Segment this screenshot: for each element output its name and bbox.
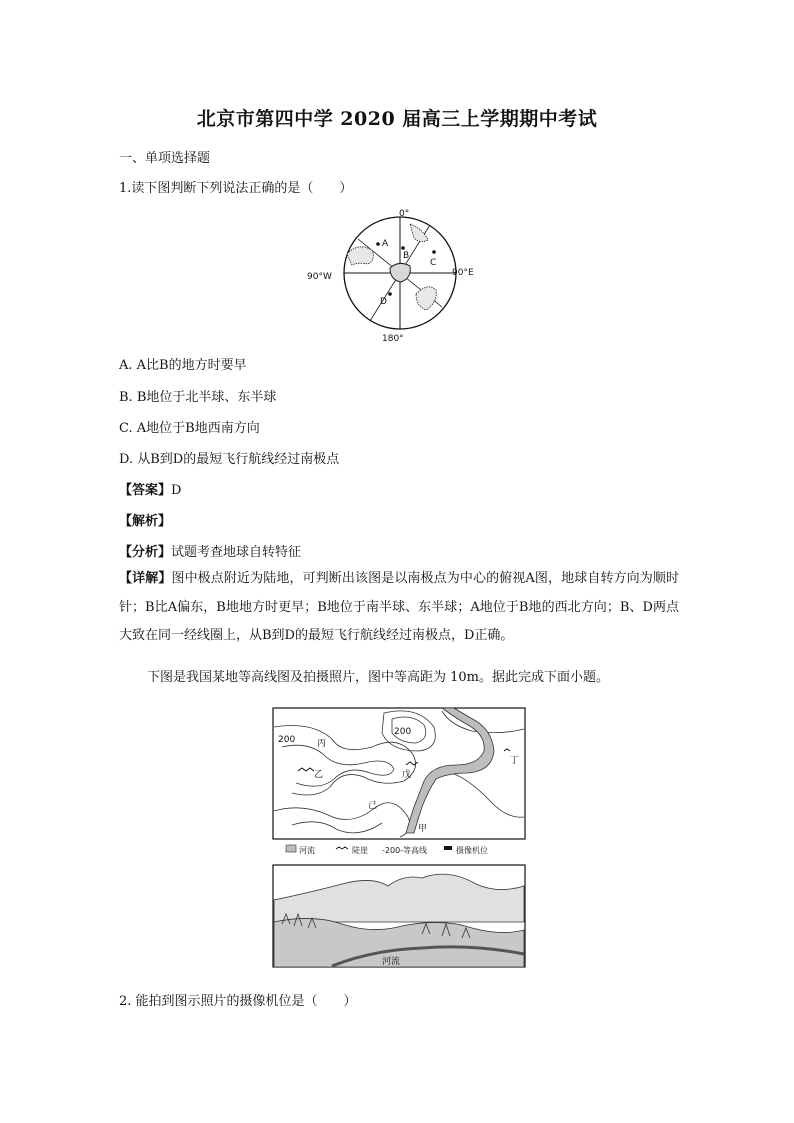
intro-question-2: 下图是我国某地等高线图及拍摄照片，图中等高距为 10m。据此完成下面小题。 [147,670,610,685]
polar-projection-figure [300,202,490,344]
question-2-stem: 2. 能拍到图示照片的摄像机位是（ ） [119,994,357,1009]
point-east [432,250,436,254]
contour-map-figure [272,707,526,859]
point-b [401,246,405,250]
label-c: C [430,258,437,268]
point-a [376,242,380,246]
photo-river-label: 河流 [382,957,401,967]
site-label-bing: 丙 [317,739,327,749]
label-b: B [403,251,410,261]
analysis-label: 【解析】 [119,514,172,529]
contour-label-200-left: 200 [278,735,296,745]
answer-label: 【答案】 [119,483,172,498]
detail-label: 【详解】 [119,571,172,586]
site-label-ji: 己 [368,801,378,811]
label-a: A [382,239,389,249]
legend-cliff-swatch [336,847,348,849]
legend-river-swatch [286,845,296,852]
answer-line [119,479,181,498]
question-1-stem: 1.读下图判断下列说法正确的是（ ） [119,181,353,196]
label-d: D [380,297,387,307]
detail-text: 图中极点附近为陆地，可判断出该图是以南极点为中心的俯视A图，地球自转方向为顺时针；B比A偏东，B地地方时更早；B地位于南半球、东半球；A地位于B地的西北方向；B、D两点大致在同一经线圈上，从B到D的最短飞行航线经过南极点，D正确。 [119,571,679,643]
label-0deg: 0° [399,209,410,219]
fenxi-line [119,541,301,560]
label-90e: 90°E [452,268,474,278]
option-c: C. A地位于B地西南方向 [119,421,260,436]
continent-southeast [416,287,436,310]
legend-camera-swatch [444,846,452,850]
option-b: B. B地位于北半球、东半球 [119,390,277,405]
option-a: A. A比B的地方时要早 [119,358,247,373]
site-label-wu: 戊 [402,770,412,780]
site-label-ding: 丁 [510,756,520,766]
landscape-photo-figure [272,864,526,968]
site-label-yi: 乙 [314,770,324,780]
fenxi-text: 试题考查地球自转特征 [171,545,302,560]
label-90w: 90°W [307,272,332,282]
option-d: D. 从B到D的最短飞行航线经过南极点 [119,452,340,467]
section-heading: 一、单项选择题 [119,151,211,166]
label-180deg: 180° [382,334,404,344]
detail-paragraph [119,565,679,651]
legend-camera: 摄像机位 [456,846,488,855]
page-title: 北京市第四中学 2020 届高三上学期期中考试 [196,108,598,130]
point-d [388,292,392,296]
site-label-jia: 甲 [418,824,428,834]
fenxi-label: 【分析】 [119,545,172,560]
legend-river: 河流 [299,846,315,855]
answer-value: D [171,483,182,498]
legend-cliff: 陡崖 [352,846,368,855]
contour-label-200-top: 200 [394,727,412,737]
continent-west [347,247,373,265]
legend-contour: -200-等高线 [382,846,428,855]
